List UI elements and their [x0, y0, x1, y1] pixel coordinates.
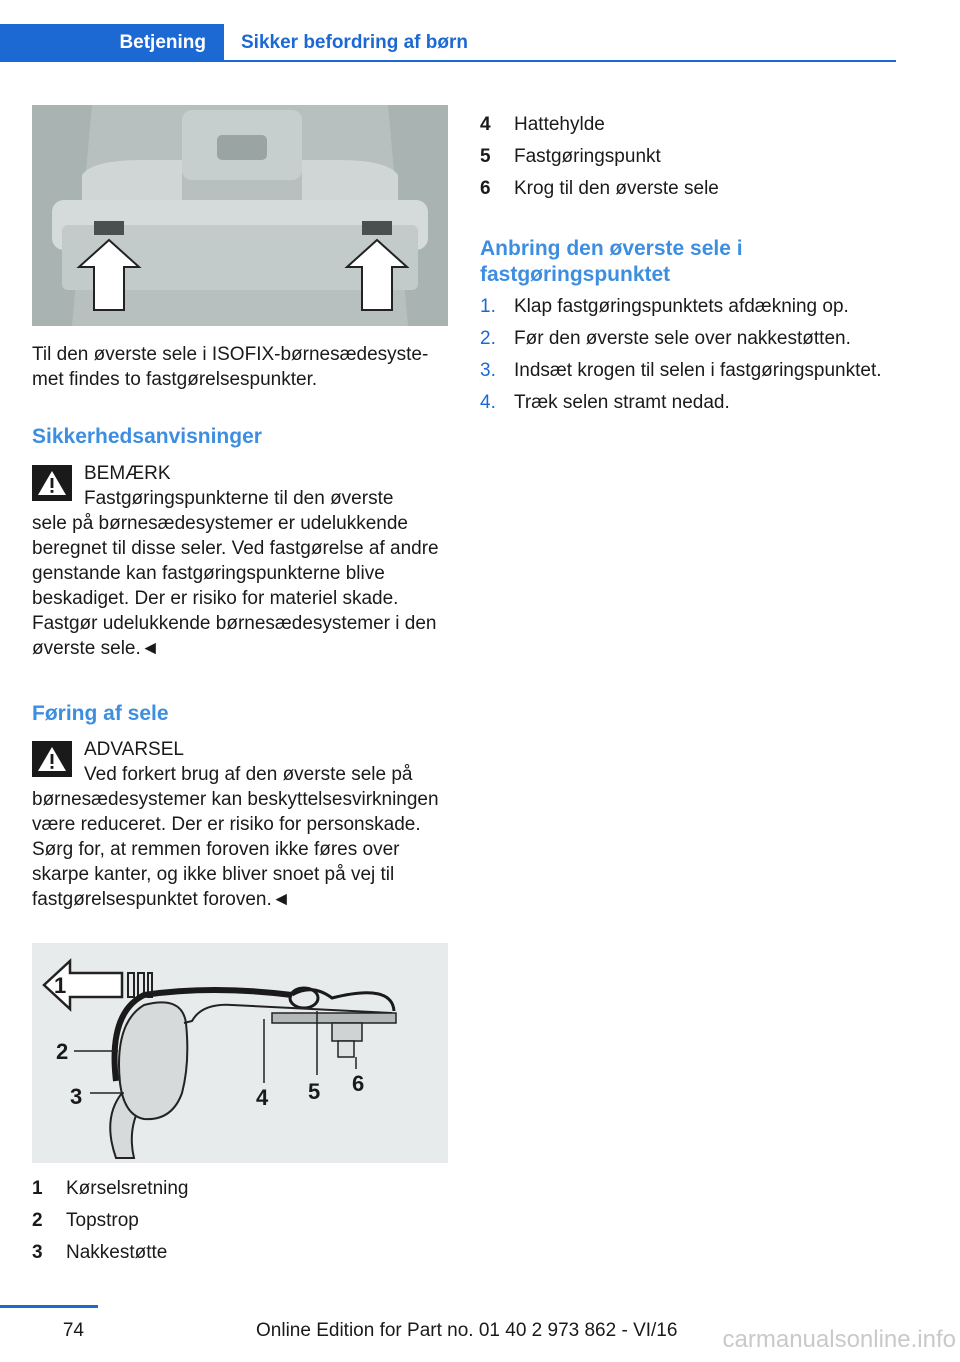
step-number: 4.: [480, 392, 496, 413]
list-item: [480, 390, 896, 415]
legend-text: Fastgøringspunkt: [514, 146, 661, 167]
list-item: [480, 358, 896, 383]
notice-first-line: Fastgøringspunkterne til den øverste: [84, 488, 394, 509]
legend-number: 2: [32, 1210, 43, 1231]
step-number: 3.: [480, 360, 496, 381]
legend-text: Topstrop: [66, 1210, 139, 1231]
header-rule: [224, 60, 896, 62]
legend-text: Krog til den øverste sele: [514, 178, 719, 199]
page-footer: [0, 1300, 960, 1362]
list-item: [32, 1240, 448, 1265]
warning-body: børnesædesystemer kan beskyttelsesvirkningen være reduceret. Der er risiko for personskade. Sørg for, at remmen foroven ikke føres over skarpe kanter, og ikke bliver snoet på vej til fastgørelsespunktet foroven.◄: [32, 789, 439, 910]
figure-label-2: 2: [56, 1039, 69, 1064]
figure-label-6: 6: [352, 1071, 365, 1096]
strap-routing-drawing: [32, 943, 448, 1163]
list-item: [480, 144, 896, 169]
figure-label-3: 3: [70, 1084, 83, 1109]
figure-label-5: 5: [308, 1079, 321, 1104]
list-item: [480, 176, 896, 201]
step-text: Klap fastgøringspunktets afdækning op.: [514, 296, 849, 317]
section-tab[interactable]: Sikker befordring af børn: [241, 32, 468, 53]
step-text: Træk selen stramt nedad.: [514, 392, 730, 413]
notice-label: BEMÆRK: [84, 463, 171, 484]
step-text: Før den øverste sele over nakkestøtten.: [514, 328, 851, 349]
footer-rule: [0, 1305, 98, 1308]
list-item: [480, 112, 896, 137]
warning-label: ADVARSEL: [84, 739, 184, 760]
warning-first-line: Ved forkert brug af den øverste sele på: [84, 764, 413, 785]
step-number: 2.: [480, 328, 496, 349]
legend-number: 3: [32, 1242, 43, 1263]
legend-number: 6: [480, 178, 491, 199]
figure-legend-left: [32, 1176, 448, 1272]
figure-label-4: 4: [256, 1085, 269, 1110]
edition-text: Online Edition for Part no. 01 40 2 973 862 - VI/16: [256, 1320, 678, 1341]
page-header: [0, 0, 960, 62]
warning-block: [32, 737, 448, 912]
figure-legend-right: [480, 112, 896, 208]
list-item: [32, 1208, 448, 1233]
chapter-tab[interactable]: Betjening: [0, 24, 224, 62]
warning-triangle-icon: [32, 465, 72, 501]
list-item: [32, 1176, 448, 1201]
intro-text: Til den øverste sele i ISOFIX-børnesædesystemet findes to fastgørelsespunkter.: [32, 344, 429, 390]
strap-routing-diagram: [32, 943, 448, 1163]
legend-number: 1: [32, 1178, 43, 1199]
notice-body: sele på børnesædesystemer er udelukkende beregnet til disse seler. Ved fastgørelse af andre genstande kan fastgøringspunkterne blive beskadiget. Der er risiko for materiel skade. Fastgør udelukkende børnesædesystemer i den øverste sele.◄: [32, 513, 439, 659]
legend-number: 4: [480, 114, 491, 135]
notice-block: [32, 461, 448, 661]
list-item: [480, 326, 896, 351]
step-number: 1.: [480, 296, 496, 317]
legend-text: Kørselsretning: [66, 1178, 189, 1199]
rear-seat-illustration: [32, 105, 448, 326]
rear-seat-drawing: [32, 105, 448, 326]
step-text: Indsæt krogen til selen i fastgøringspunktet.: [514, 360, 882, 381]
page-number: 74: [62, 1320, 84, 1341]
safety-heading: Sikkerhedsanvisninger: [32, 425, 262, 448]
legend-number: 5: [480, 146, 491, 167]
routing-heading: Føring af sele: [32, 702, 169, 725]
legend-text: Hattehylde: [514, 114, 605, 135]
warning-triangle-icon: [32, 741, 72, 777]
legend-text: Nakkestøtte: [66, 1242, 168, 1263]
attach-steps: [480, 294, 896, 422]
list-item: [480, 294, 896, 319]
watermark: carmanualsonline.info: [722, 1326, 956, 1353]
figure-label-1: 1: [54, 973, 67, 998]
attach-heading: Anbring den øverste sele i fastgøringspunktet: [480, 237, 743, 286]
